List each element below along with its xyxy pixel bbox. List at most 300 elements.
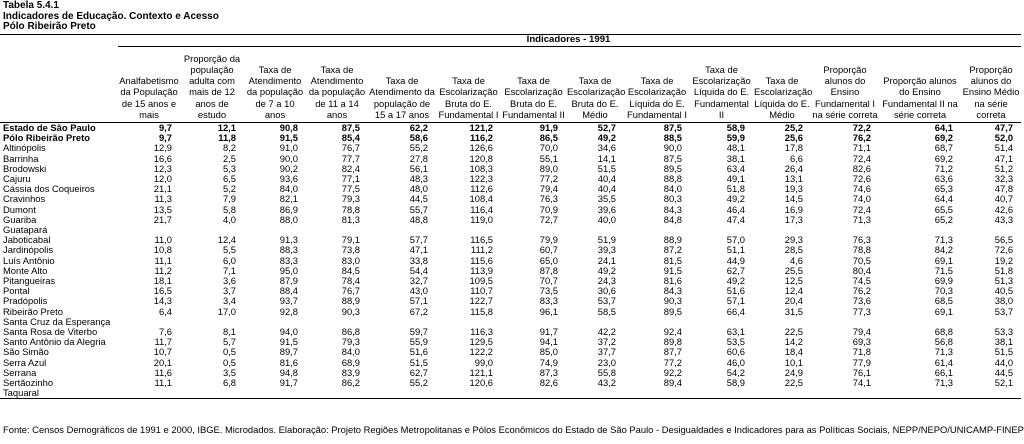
- value-cell: 64,4: [934, 193, 953, 205]
- value-cell: 12,0: [153, 173, 172, 185]
- value-cell: 65,0: [539, 254, 558, 266]
- value-cell: 47,1: [994, 152, 1014, 164]
- value-cell: 82,4: [341, 162, 360, 174]
- row-name: Cajuru: [3, 173, 31, 185]
- column-header: Proporção alunos do Ensino Médio na série correta: [961, 47, 1021, 123]
- value-cell: 71,3: [934, 346, 953, 358]
- value-cell: 49,2: [726, 275, 745, 287]
- value-cell: 81,3: [341, 213, 360, 225]
- value-cell: 51,2: [994, 162, 1014, 174]
- value-cell: 77,1: [341, 173, 360, 185]
- value-cell: 49,1: [726, 173, 745, 185]
- value-cell: 22,5: [784, 377, 803, 389]
- value-cell: 82,6: [539, 377, 558, 389]
- value-cell: 55,2: [409, 377, 428, 389]
- column-header-row: [0, 47, 1021, 123]
- blank-header-cell: [0, 35, 118, 47]
- value-cell: 26,4: [784, 162, 803, 174]
- value-cell: 12,5: [784, 275, 803, 287]
- value-cell: 88,5: [663, 132, 682, 144]
- value-cell: 77,5: [341, 183, 360, 195]
- value-cell: 32,3: [994, 173, 1014, 185]
- value-cell: 12,3: [153, 162, 172, 174]
- value-cell: 69,1: [934, 254, 953, 266]
- value-cell: 57,1: [409, 295, 428, 307]
- value-cell: 71,1: [852, 142, 871, 154]
- value-cell: 11,3: [154, 193, 172, 205]
- value-cell: 68,7: [934, 142, 953, 154]
- value-cell: 70,9: [539, 203, 558, 215]
- value-cell: 87,5: [341, 122, 360, 133]
- value-cell: 87,9: [279, 275, 298, 287]
- value-cell: 109,5: [469, 275, 493, 287]
- value-cell: 44,5: [409, 193, 428, 205]
- value-cell: 70,5: [852, 254, 871, 266]
- value-cell: 116,2: [470, 132, 493, 144]
- value-cell: 85,4: [341, 132, 360, 144]
- row-name: Luís Antônio: [3, 254, 55, 266]
- row-name: Cássia dos Coqueiros: [3, 183, 95, 195]
- value-cell: 53,7: [597, 295, 616, 307]
- value-cell: 16,5: [153, 285, 172, 297]
- value-cell: 40,0: [597, 213, 616, 225]
- value-cell: 73,6: [852, 295, 871, 307]
- value-cell: 7,9: [222, 193, 236, 205]
- row-name: Pitangueiras: [3, 275, 56, 287]
- value-cell: 11,0: [154, 234, 172, 246]
- blank-column-header: [0, 47, 118, 123]
- value-cell: 84,5: [341, 264, 360, 276]
- value-cell: 40,4: [597, 173, 616, 185]
- value-cell: 24,9: [784, 366, 803, 378]
- value-cell: 5,8: [222, 203, 236, 215]
- value-cell: 115,8: [470, 305, 493, 317]
- value-cell: 65,3: [934, 183, 953, 195]
- value-cell: 8,1: [222, 326, 236, 338]
- value-cell: [244, 388, 306, 399]
- value-cell: 6,8: [222, 377, 236, 389]
- value-cell: 70,7: [539, 275, 558, 287]
- value-cell: 72,4: [852, 152, 871, 164]
- table-row: [0, 378, 1021, 388]
- column-header: Taxa de Atendimento da população de 11 a 14 anos: [306, 47, 368, 123]
- row-name: Santa Rosa de Viterbo: [3, 326, 98, 338]
- row-name: Brodowski: [3, 162, 47, 174]
- group-header: Indicadores - 1991: [118, 35, 1021, 47]
- value-cell: 71,3: [934, 377, 953, 389]
- value-cell: 43,3: [994, 213, 1014, 225]
- value-cell: 24,1: [597, 254, 616, 266]
- value-cell: 18,4: [784, 346, 803, 358]
- value-cell: [811, 388, 879, 399]
- value-cell: 69,2: [934, 132, 953, 144]
- value-cell: 121,2: [469, 122, 493, 133]
- value-cell: 3,7: [222, 285, 236, 297]
- value-cell: 44,5: [994, 366, 1014, 378]
- value-cell: 55,9: [409, 336, 428, 348]
- value-cell: 14,3: [153, 295, 172, 307]
- column-header: Taxa de Escolarização Líquida do E. Fundamental I: [624, 47, 690, 123]
- value-cell: 21,7: [153, 213, 172, 225]
- value-cell: 16,6: [153, 152, 172, 164]
- value-cell: 46,4: [726, 203, 745, 215]
- value-cell: 62,2: [409, 122, 428, 133]
- value-cell: 88,8: [663, 173, 682, 185]
- value-cell: 88,0: [279, 213, 298, 225]
- value-cell: 87,2: [663, 244, 682, 256]
- row-name: Guariba: [3, 213, 37, 225]
- value-cell: 79,4: [852, 326, 871, 338]
- value-cell: 78,8: [852, 244, 871, 256]
- value-cell: 86,8: [341, 326, 360, 338]
- value-cell: 11,2: [154, 264, 172, 276]
- value-cell: 70,3: [934, 285, 953, 297]
- value-cell: 84,2: [934, 244, 953, 256]
- value-cell: [180, 388, 244, 399]
- value-cell: 39,3: [597, 244, 616, 256]
- column-header: Proporção alunos do Ensino Fundamental II na série correta: [879, 47, 961, 123]
- value-cell: 14,1: [597, 152, 616, 164]
- value-cell: 49,2: [726, 193, 745, 205]
- value-cell: 4,0: [222, 213, 236, 225]
- value-cell: 39,6: [597, 203, 616, 215]
- column-header: Taxa de Escolarização Bruta do E. Fundamental II: [501, 47, 566, 123]
- value-cell: 23,0: [597, 356, 616, 368]
- value-cell: 43,2: [597, 377, 616, 389]
- value-cell: 51,9: [597, 234, 616, 246]
- value-cell: 24,3: [597, 275, 616, 287]
- value-cell: 42,2: [597, 326, 616, 338]
- value-cell: 58,6: [409, 132, 428, 144]
- value-cell: 5,7: [222, 336, 236, 348]
- indicators-table: [0, 34, 1021, 399]
- value-cell: 14,2: [784, 336, 803, 348]
- value-cell: 47,8: [994, 183, 1014, 195]
- value-cell: 64,1: [934, 122, 953, 133]
- value-cell: 12,1: [217, 122, 236, 133]
- value-cell: 87,5: [663, 152, 682, 164]
- value-cell: 9,7: [158, 132, 172, 144]
- value-cell: 0,5: [222, 356, 236, 368]
- column-header: Taxa de Escolarização Bruta do E. Fundamental I: [436, 47, 501, 123]
- value-cell: 82,6: [852, 162, 871, 174]
- value-cell: 91,3: [279, 234, 298, 246]
- value-cell: 53,5: [726, 336, 745, 348]
- value-cell: 81,6: [663, 275, 682, 287]
- value-cell: 51,4: [994, 142, 1014, 154]
- value-cell: 84,3: [663, 203, 682, 215]
- value-cell: 51,8: [726, 183, 745, 195]
- value-cell: 30,6: [597, 285, 616, 297]
- value-cell: 95,0: [279, 264, 298, 276]
- value-cell: 6,6: [789, 152, 803, 164]
- value-cell: 37,2: [597, 336, 616, 348]
- value-cell: 38,1: [726, 152, 745, 164]
- value-cell: 34,6: [597, 142, 616, 154]
- value-cell: 91,9: [539, 122, 558, 133]
- value-cell: 122,7: [469, 295, 493, 307]
- value-cell: 33,8: [409, 254, 428, 266]
- value-cell: 46,0: [726, 356, 745, 368]
- value-cell: 92,4: [663, 326, 682, 338]
- value-cell: 88,3: [279, 244, 298, 256]
- value-cell: 55,2: [409, 142, 428, 154]
- value-cell: 47,1: [409, 244, 428, 256]
- row-name: Jaboticabal: [3, 234, 51, 246]
- column-header: Taxa de Escolarização Líquida do E. Médio: [753, 47, 811, 123]
- value-cell: 10,1: [784, 356, 803, 368]
- value-cell: 78,8: [341, 203, 360, 215]
- value-cell: 84,0: [663, 183, 682, 195]
- value-cell: 74,6: [852, 183, 871, 195]
- value-cell: 84,0: [279, 183, 298, 195]
- row-name: Serra Azul: [3, 356, 47, 368]
- value-cell: 108,4: [469, 193, 493, 205]
- value-cell: 55,7: [409, 203, 428, 215]
- value-cell: 54,4: [409, 264, 428, 276]
- value-cell: 87,5: [663, 122, 682, 133]
- value-cell: 83,3: [279, 254, 298, 266]
- value-cell: 11,8: [218, 132, 236, 144]
- value-cell: 74,1: [852, 377, 871, 389]
- value-cell: 31,5: [784, 305, 803, 317]
- value-cell: 94,8: [279, 366, 298, 378]
- row-name: Guatapará: [3, 224, 48, 236]
- value-cell: 55,1: [539, 152, 558, 164]
- column-header: Taxa de Escolarização Líquida do E. Fundamental II: [690, 47, 753, 123]
- value-cell: 44,9: [726, 254, 745, 266]
- value-cell: 72,2: [852, 122, 871, 133]
- value-cell: 38,1: [994, 336, 1014, 348]
- value-cell: 12,4: [784, 285, 803, 297]
- value-cell: 78,4: [341, 275, 360, 287]
- value-cell: 62,7: [409, 366, 428, 378]
- value-cell: 63,4: [726, 162, 745, 174]
- value-cell: 80,4: [852, 264, 871, 276]
- value-cell: 83,9: [341, 366, 360, 378]
- value-cell: 71,2: [934, 162, 953, 174]
- column-header: Proporção alunos do Ensino Fundamental I na série correta: [811, 47, 879, 123]
- value-cell: 76,3: [852, 234, 871, 246]
- value-cell: 91,7: [539, 326, 558, 338]
- value-cell: 88,4: [279, 285, 298, 297]
- value-cell: 53,3: [994, 326, 1014, 338]
- value-cell: 89,5: [663, 162, 682, 174]
- value-cell: 115,6: [470, 254, 493, 266]
- value-cell: 77,2: [539, 173, 558, 185]
- row-name: Pontal: [3, 285, 30, 297]
- value-cell: 86,2: [341, 377, 360, 389]
- value-cell: 11,6: [154, 366, 172, 378]
- value-cell: 88,9: [341, 295, 360, 307]
- value-cell: 68,5: [934, 295, 953, 307]
- value-cell: 13,5: [153, 203, 172, 215]
- value-cell: 56,8: [934, 336, 953, 348]
- value-cell: 77,7: [341, 152, 360, 164]
- value-cell: [566, 388, 624, 399]
- value-cell: 84,8: [663, 213, 682, 225]
- value-cell: 2,5: [222, 152, 236, 164]
- value-cell: 5,2: [222, 183, 236, 195]
- value-cell: 51,5: [597, 162, 616, 174]
- value-cell: 12,9: [153, 142, 172, 154]
- value-cell: 69,2: [934, 152, 953, 164]
- table-number: Tabela 5.4.1: [3, 0, 59, 11]
- value-cell: 57,1: [726, 295, 745, 307]
- value-cell: [368, 388, 436, 399]
- value-cell: 89,8: [663, 336, 682, 348]
- value-cell: 69,1: [934, 305, 953, 317]
- value-cell: 68,9: [341, 356, 360, 368]
- value-cell: 85,0: [539, 346, 558, 358]
- value-cell: 77,9: [852, 356, 871, 368]
- value-cell: 18,1: [153, 275, 172, 287]
- value-cell: 66,4: [726, 305, 745, 317]
- column-header: Proporção da população adulta com mais de 12 anos de estudo: [180, 47, 244, 123]
- value-cell: 77,3: [852, 305, 871, 317]
- value-cell: 55,8: [597, 366, 616, 378]
- value-cell: 81,6: [279, 356, 298, 368]
- value-cell: 86,9: [279, 203, 298, 215]
- value-cell: 91,7: [279, 377, 298, 389]
- value-cell: 47,7: [994, 122, 1014, 133]
- value-cell: 40,5: [994, 285, 1014, 297]
- value-cell: 122,2: [469, 346, 493, 358]
- value-cell: 11,7: [154, 336, 172, 348]
- value-cell: 71,8: [852, 346, 871, 358]
- value-cell: 91,5: [279, 132, 298, 144]
- value-cell: 76,7: [341, 142, 360, 154]
- row-name: Barrinha: [3, 152, 39, 164]
- value-cell: 90,2: [279, 162, 298, 174]
- value-cell: 12,4: [217, 234, 236, 246]
- value-cell: 67,2: [409, 305, 428, 317]
- value-cell: 88,9: [663, 234, 682, 246]
- table-row: [0, 215, 1021, 225]
- value-cell: 38,0: [994, 295, 1014, 307]
- table-title: Indicadores de Educação. Contexto e Acesso: [3, 10, 219, 22]
- value-cell: 6,0: [222, 254, 236, 266]
- value-cell: 87,7: [663, 346, 682, 358]
- value-cell: 79,9: [539, 234, 558, 246]
- value-cell: 51,8: [994, 264, 1014, 276]
- value-cell: 60,7: [539, 244, 558, 256]
- value-cell: 76,2: [852, 132, 871, 144]
- row-name: Santo Antônio da Alegria: [3, 336, 106, 348]
- value-cell: 112,6: [470, 183, 493, 195]
- value-cell: 48,8: [409, 213, 428, 225]
- row-name: Santa Cruz da Esperança: [3, 315, 111, 327]
- value-cell: 116,3: [470, 326, 493, 338]
- value-cell: 52,7: [597, 122, 616, 133]
- row-name: Taquaral: [0, 388, 118, 399]
- value-cell: 58,9: [726, 122, 745, 133]
- value-cell: 111,2: [470, 244, 493, 256]
- value-cell: 54,2: [726, 366, 745, 378]
- value-cell: [961, 388, 1021, 399]
- value-cell: 49,2: [597, 264, 616, 276]
- value-cell: 89,7: [279, 346, 298, 358]
- value-cell: 71,3: [934, 234, 953, 246]
- column-header: Taxa de Atendimento da população de 7 a 10 anos: [244, 47, 306, 123]
- value-cell: 35,5: [597, 193, 616, 205]
- value-cell: 91,0: [279, 142, 298, 154]
- value-cell: 6,4: [158, 305, 172, 317]
- value-cell: 90,8: [279, 122, 298, 133]
- value-cell: 81,5: [663, 254, 682, 266]
- value-cell: 6,5: [222, 173, 236, 185]
- value-cell: 72,6: [852, 173, 871, 185]
- value-cell: 49,2: [597, 132, 616, 144]
- value-cell: 5,5: [222, 244, 236, 256]
- value-cell: [624, 388, 690, 399]
- value-cell: 86,5: [539, 132, 558, 144]
- value-cell: 62,7: [726, 264, 745, 276]
- value-cell: [690, 388, 753, 399]
- value-cell: 74,5: [852, 275, 871, 287]
- value-cell: 110,7: [470, 285, 493, 297]
- value-cell: 92,8: [279, 305, 298, 317]
- value-cell: 25,2: [784, 122, 803, 133]
- value-cell: 43,0: [409, 285, 428, 297]
- value-cell: 37,7: [597, 346, 616, 358]
- value-cell: 14,5: [784, 193, 803, 205]
- value-cell: 108,3: [469, 162, 493, 174]
- value-cell: 4,6: [789, 254, 803, 266]
- value-cell: 113,9: [470, 264, 493, 276]
- value-cell: 116,4: [470, 203, 493, 215]
- value-cell: 71,5: [934, 264, 953, 276]
- value-cell: 11,1: [154, 254, 172, 266]
- value-cell: 120,6: [469, 377, 493, 389]
- row-name: Ribeirão Preto: [3, 305, 63, 317]
- value-cell: 47,4: [726, 213, 745, 225]
- value-cell: 10,8: [153, 244, 172, 256]
- value-cell: 17,3: [784, 213, 803, 225]
- value-cell: 76,7: [341, 285, 360, 297]
- value-cell: 16,9: [784, 203, 803, 215]
- value-cell: 90,3: [341, 305, 360, 317]
- table-title-block: [3, 1, 219, 33]
- value-cell: 90,0: [279, 152, 298, 164]
- value-cell: 73,5: [539, 285, 558, 297]
- value-cell: 58,5: [597, 305, 616, 317]
- value-cell: [306, 388, 368, 399]
- value-cell: 40,7: [994, 193, 1014, 205]
- value-cell: 29,3: [784, 234, 803, 246]
- value-cell: 65,5: [934, 203, 953, 215]
- value-cell: 58,9: [726, 377, 745, 389]
- value-cell: 20,1: [153, 356, 172, 368]
- value-cell: [436, 388, 501, 399]
- value-cell: 25,6: [784, 132, 803, 144]
- value-cell: 96,1: [539, 305, 558, 317]
- value-cell: 44,0: [994, 356, 1014, 368]
- value-cell: 91,5: [279, 336, 298, 348]
- value-cell: 59,7: [409, 326, 428, 338]
- value-cell: 122,3: [469, 173, 493, 185]
- value-cell: [501, 388, 566, 399]
- value-cell: 93,6: [279, 173, 298, 185]
- value-cell: 72,7: [539, 213, 558, 225]
- value-cell: 13,1: [784, 173, 803, 185]
- value-cell: 69,3: [852, 336, 871, 348]
- value-cell: 76,2: [852, 285, 871, 297]
- value-cell: 90,3: [663, 295, 682, 307]
- value-cell: 9,7: [158, 122, 172, 133]
- value-cell: 84,0: [341, 346, 360, 358]
- value-cell: 71,3: [852, 213, 871, 225]
